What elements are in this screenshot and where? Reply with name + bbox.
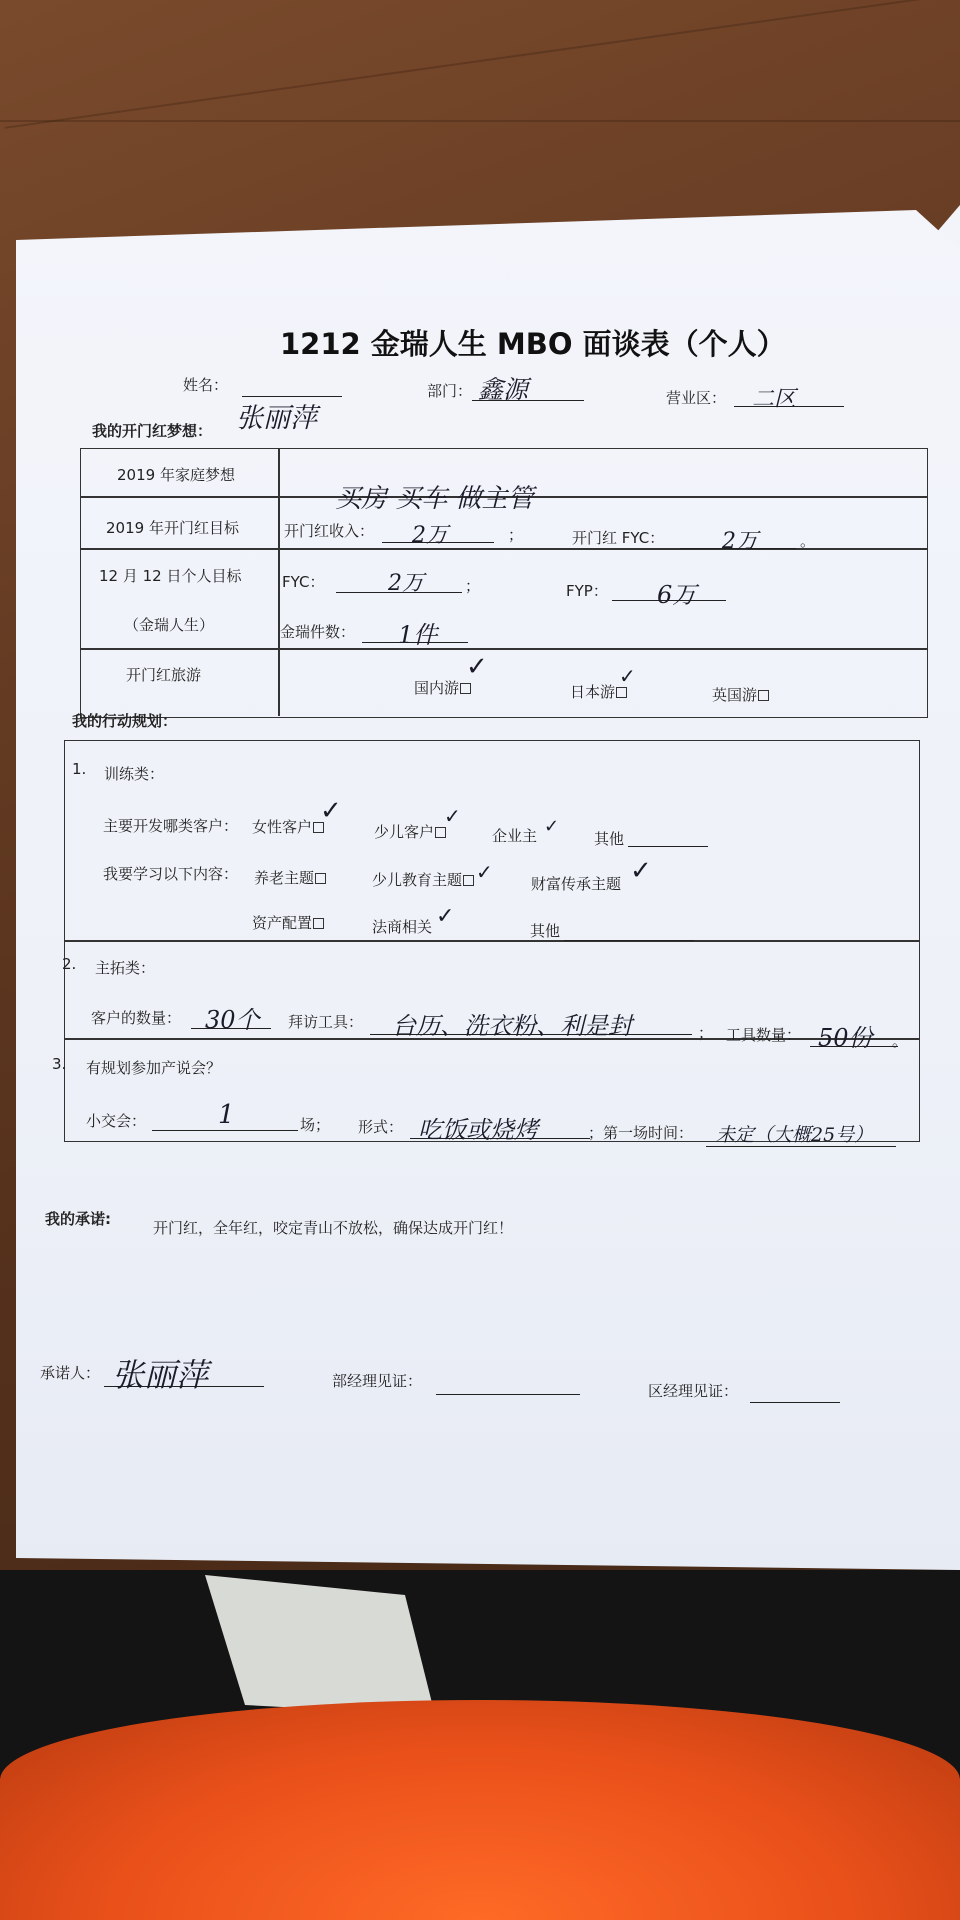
client-children[interactable]: [374, 821, 446, 842]
topic-other-line[interactable]: [564, 940, 694, 941]
dept-label: 部门：: [427, 382, 473, 400]
format-value: 吃饭或烧烤: [418, 1116, 538, 1144]
checkbox-icon[interactable]: [315, 873, 326, 884]
format-label: 形式：: [358, 1118, 404, 1136]
tools-qty-end: 。: [892, 1032, 908, 1050]
client-other-label: 其他: [594, 830, 625, 848]
income-sep: ；: [508, 526, 524, 544]
topic-pension[interactable]: [254, 867, 326, 888]
first-label: ；第一场时间：: [588, 1124, 694, 1142]
section3-num: 3.: [52, 1055, 67, 1073]
dept-mgr-line[interactable]: [436, 1394, 580, 1395]
dept-mgr-label: 部经理见证：: [332, 1372, 423, 1390]
checkmark-icon: ✓: [320, 796, 342, 826]
income-value: 2万: [412, 523, 448, 548]
checkbox-icon[interactable]: [460, 683, 471, 694]
fyp-value: 6万: [657, 581, 697, 609]
section3-title: 有规划参加产说会？: [86, 1059, 222, 1077]
count-value: 1件: [398, 621, 438, 649]
topic-pension-label: 养老主题: [254, 869, 315, 887]
name-value: 张丽萍: [236, 403, 317, 434]
zone-mgr-label: 区经理见证：: [648, 1382, 739, 1400]
trip-uk[interactable]: [712, 684, 769, 705]
fyc-label: FYC：: [282, 573, 325, 591]
table-row-line: [80, 648, 927, 650]
checkmark-icon: ✓: [476, 860, 493, 884]
trip-japan-label: 日本游: [570, 683, 616, 701]
form-title: 1212 金瑞人生 MBO 面谈表（个人）: [280, 327, 786, 361]
fyc-goal-end: 。: [800, 532, 816, 550]
personal-goal-label: 12 月 12 日个人目标: [99, 567, 242, 585]
trip-label: 开门红旅游: [126, 666, 202, 684]
pledge-text: 开门红，全年红，咬定青山不放松，确保达成开门红！: [153, 1219, 514, 1237]
clients-label: 主要开发哪类客户：: [103, 817, 239, 835]
signer-value: 张丽萍: [112, 1356, 209, 1394]
family-dream-value: 买房 买车 做主管: [335, 484, 534, 514]
count-label: 金瑞件数：: [280, 623, 356, 641]
small-value: 1: [218, 1100, 235, 1130]
trip-uk-label: 英国游: [712, 686, 758, 704]
section2-title: 主拓类：: [95, 959, 156, 977]
section1-num: 1.: [72, 760, 87, 778]
topic-asset[interactable]: [252, 912, 324, 933]
kmh-goal-label: 2019 年开门红目标: [106, 519, 239, 537]
checkmark-icon: ✓: [444, 804, 461, 828]
tools-value: 台历、洗衣粉、利是封: [392, 1012, 632, 1040]
client-other-line[interactable]: [628, 846, 708, 847]
clients-count-value: 30个: [205, 1006, 260, 1034]
fyc-value: 2万: [388, 571, 424, 596]
learn-label: 我要学习以下内容：: [103, 865, 239, 883]
client-women[interactable]: [252, 816, 324, 837]
small-unit: 场；: [300, 1116, 331, 1134]
small-line: [152, 1130, 298, 1131]
tools-sep: ；: [698, 1024, 714, 1042]
income-label: 开门红收入：: [284, 522, 375, 540]
table-divider: [278, 448, 280, 716]
personal-goal-sub: （金瑞人生）: [124, 616, 215, 634]
dream-heading: 我的开门红梦想：: [92, 422, 213, 440]
checkmark-icon: ✓: [544, 816, 560, 837]
topic-wealth-label: 财富传承主题: [531, 875, 622, 893]
client-owner-label: 企业主: [492, 827, 538, 845]
name-label: 姓名：: [183, 376, 229, 394]
topic-law-label: 法商相关: [372, 918, 433, 936]
topic-child-edu-label: 少儿教育主题: [372, 871, 463, 889]
signer-label: 承诺人：: [40, 1364, 101, 1382]
clients-count-label: 客户的数量：: [91, 1009, 182, 1027]
tools-label: 拜访工具：: [288, 1013, 364, 1031]
section1-title: 训练类：: [104, 765, 165, 783]
tools-qty-label: 工具数量：: [726, 1026, 802, 1044]
section2-num: 2.: [62, 955, 77, 973]
topic-asset-label: 资产配置: [252, 914, 313, 932]
checkbox-icon[interactable]: [616, 687, 627, 698]
topic-wealth[interactable]: [531, 873, 621, 894]
pledge-label: 我的承诺:: [45, 1210, 111, 1228]
zone-label: 营业区：: [666, 389, 727, 407]
topic-child-edu[interactable]: [372, 869, 474, 890]
fyc-goal-value: 2万: [722, 529, 758, 554]
checkbox-icon[interactable]: [463, 875, 474, 886]
checkmark-icon: ✓: [619, 664, 636, 688]
checkmark-icon: ✓: [436, 904, 455, 929]
trip-domestic-label: 国内游: [414, 679, 460, 697]
zone-mgr-line[interactable]: [750, 1402, 840, 1403]
family-dream-label: 2019 年家庭梦想: [117, 466, 235, 484]
zone-value: 二区: [752, 387, 797, 412]
checkmark-icon: ✓: [466, 652, 488, 682]
fyc-goal-label: 开门红 FYC：: [572, 529, 665, 547]
small-label: 小交会：: [86, 1112, 147, 1130]
dept-value: 鑫源: [478, 375, 529, 404]
client-women-label: 女性客户: [252, 818, 313, 836]
checkbox-icon[interactable]: [435, 827, 446, 838]
tools-qty-value: 50份: [818, 1024, 873, 1052]
plan-row-line: [64, 940, 919, 942]
fyp-label: FYP：: [566, 582, 608, 600]
topic-other-label: 其他: [530, 922, 561, 940]
client-children-label: 少儿客户: [374, 823, 435, 841]
plan-heading: 我的行动规划：: [72, 712, 178, 730]
fyc-sep: ；: [465, 577, 481, 595]
checkbox-icon[interactable]: [313, 918, 324, 929]
checkbox-icon[interactable]: [758, 690, 769, 701]
checkmark-icon: ✓: [630, 856, 652, 886]
first-value: 未定（大概25号）: [716, 1124, 874, 1146]
topic-law[interactable]: [372, 916, 432, 937]
client-owner[interactable]: [492, 825, 537, 846]
trip-domestic[interactable]: [414, 677, 471, 698]
